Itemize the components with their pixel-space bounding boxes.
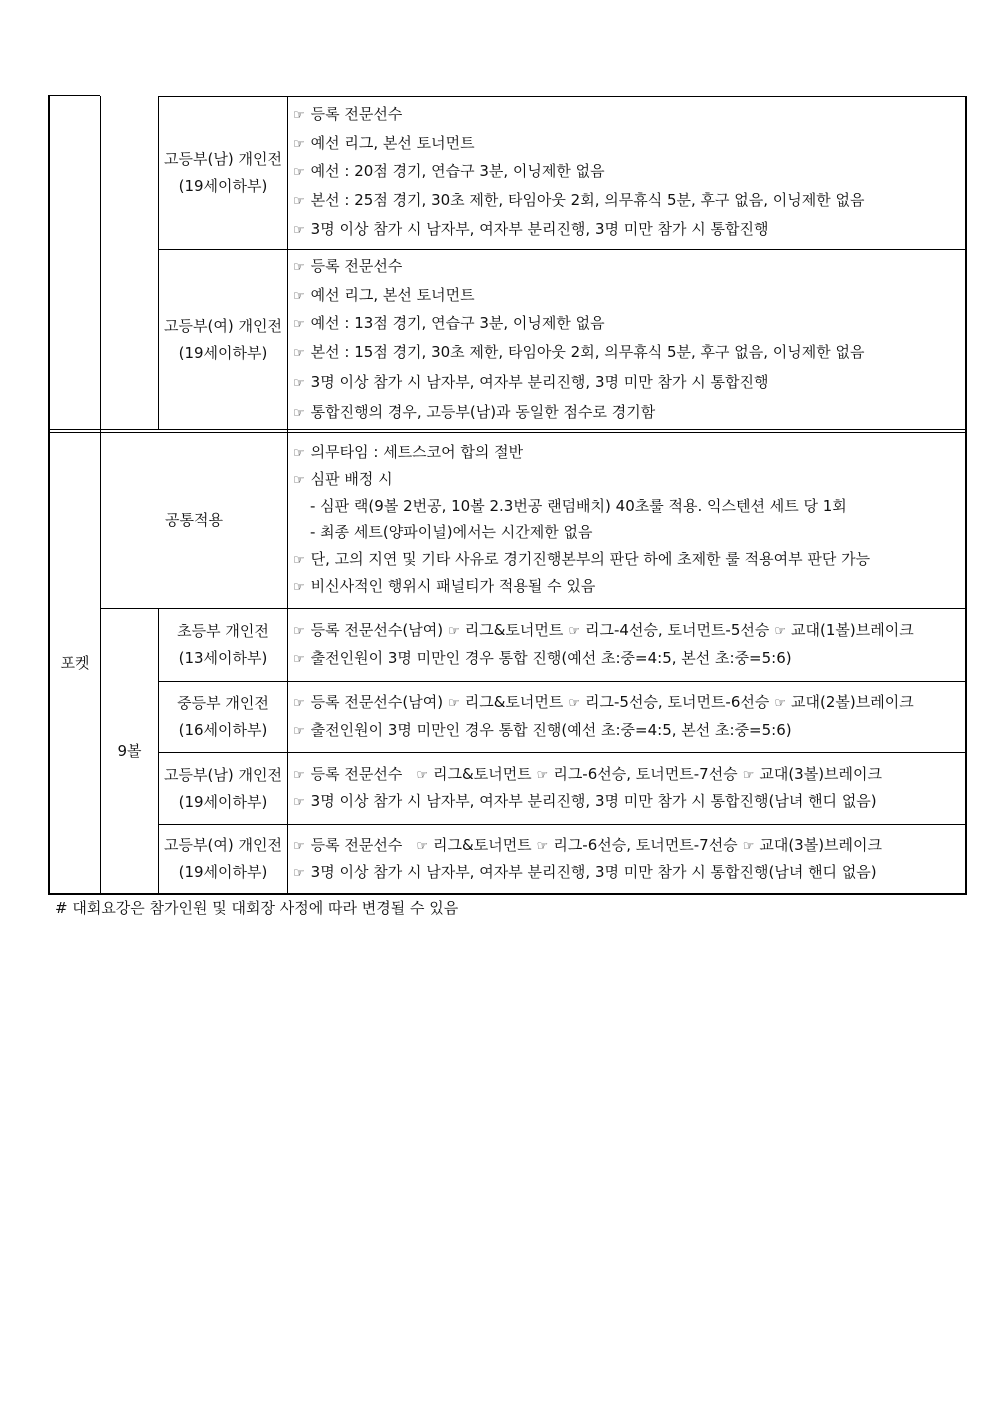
rule-line: ☞ 예선 리그, 본선 토너먼트 [293, 133, 475, 155]
division-cell-high-girls-9ball [159, 825, 287, 893]
division-age: (19세이하부) [178, 792, 268, 811]
pointing-hand-icon: ☞ [293, 289, 305, 304]
pointing-hand-icon: ☞ [293, 446, 305, 461]
pointing-hand-icon: ☞ [293, 223, 305, 238]
rule-line: ☞ 예선 : 20점 경기, 연습구 3분, 이닝제한 없음 [293, 161, 605, 183]
nine-ball-label: 9볼 [117, 741, 142, 760]
rule-line: ☞ 등록 전문선수 [293, 256, 402, 278]
pointing-hand-icon: ☞ [293, 473, 305, 488]
rule-line: ☞ 심판 배정 시 [293, 469, 393, 491]
rule-line: ☞ 출전인원이 3명 미만인 경우 통합 진행(예선 초:중=4:5, 본선 초:중=5:6) [293, 648, 792, 670]
division-cell-high-boys-9ball [159, 753, 287, 824]
pointing-hand-icon: ☞ [293, 137, 305, 152]
division-name: 고등부(여) 개인전 [164, 316, 282, 335]
pointing-hand-icon: ☞ [293, 866, 305, 881]
pointing-hand-icon: ☞ [774, 624, 787, 639]
pointing-hand-icon: ☞ [293, 260, 305, 275]
pointing-hand-icon: ☞ [293, 346, 305, 361]
pointing-hand-icon: ☞ [536, 768, 549, 783]
rule-line: ☞ 통합진행의 경우, 고등부(남)과 동일한 점수로 경기함 [293, 402, 655, 424]
division-cell-high-girls [159, 250, 287, 429]
rule-line: ☞ 등록 전문선수 ☞ 리그&토너먼트 ☞ 리그-6선승, 토너먼트-7선승 ☞ 교대(3볼)브레이크 [293, 835, 882, 857]
pointing-hand-icon: ☞ [536, 839, 549, 854]
division-name: 초등부 개인전 [177, 622, 269, 640]
rule-line: ☞ 의무타임 : 세트스코어 합의 절반 [293, 442, 523, 464]
pointing-hand-icon: ☞ [293, 165, 305, 180]
rule-line: ☞ 예선 : 13점 경기, 연습구 3분, 이닝제한 없음 [293, 313, 605, 335]
pointing-hand-icon: ☞ [293, 724, 305, 739]
pointing-hand-icon: ☞ [293, 839, 305, 854]
rule-line: ☞ 본선 : 25점 경기, 30초 제한, 타임아웃 2회, 의무휴식 5분, 후구 없음, 이닝제한 없음 [293, 190, 865, 212]
pointing-hand-icon: ☞ [293, 406, 305, 421]
division-age: (19세이하부) [178, 343, 268, 362]
pointing-hand-icon: ☞ [293, 580, 305, 595]
pointing-hand-icon: ☞ [568, 696, 581, 711]
pointing-hand-icon: ☞ [293, 795, 305, 810]
division-name: 중등부 개인전 [177, 694, 269, 712]
rule-line: ☞ 본선 : 15점 경기, 30초 제한, 타임아웃 2회, 의무휴식 5분, 후구 없음, 이닝제한 없음 [293, 342, 865, 364]
pointing-hand-icon: ☞ [293, 108, 305, 123]
rule-line: ☞ 등록 전문선수 [293, 104, 402, 126]
pointing-hand-icon: ☞ [416, 768, 429, 783]
pointing-hand-icon: ☞ [448, 624, 460, 639]
division-age: (19세이하부) [178, 863, 268, 881]
pointing-hand-icon: ☞ [293, 376, 305, 391]
pointing-hand-icon: ☞ [293, 317, 305, 332]
pointing-hand-icon: ☞ [293, 624, 305, 639]
division-name: 고등부(남) 개인전 [164, 150, 282, 168]
pointing-hand-icon: ☞ [293, 652, 305, 667]
division-age: (13세이하부) [178, 649, 268, 667]
rule-line: ☞ 단, 고의 지연 및 기타 사유로 경기진행본부의 판단 하에 초제한 룰 적용여부 판단 가능 [293, 549, 870, 571]
pocket-label: 포켓 [60, 653, 90, 672]
rule-line: ☞ 3명 이상 참가 시 남자부, 여자부 분리진행, 3명 미만 참가 시 통합진행 [293, 219, 768, 241]
pointing-hand-icon: ☞ [568, 624, 581, 639]
rule-line: ☞ 3명 이상 참가 시 남자부, 여자부 분리진행, 3명 미만 참가 시 통합진행 [293, 372, 768, 394]
pointing-hand-icon: ☞ [774, 696, 787, 711]
rule-line: ☞ 예선 리그, 본선 토너먼트 [293, 285, 475, 307]
rule-line: ☞ 3명 이상 참가 시 남자부, 여자부 분리진행, 3명 미만 참가 시 통합진행(남녀 핸디 없음) [293, 862, 877, 884]
rule-subline: - 심판 랙(9볼 2번공, 10볼 2.3번공 랜덤배치) 40초룰 적용. 익스텐션 세트 당 1회 [310, 497, 847, 515]
division-name: 고등부(여) 개인전 [164, 836, 282, 854]
pointing-hand-icon: ☞ [742, 768, 755, 783]
rule-line: ☞ 출전인원이 3명 미만인 경우 통합 진행(예선 초:중=4:5, 본선 초:중=5:6) [293, 720, 792, 742]
rule-line: ☞ 등록 전문선수 ☞ 리그&토너먼트 ☞ 리그-6선승, 토너먼트-7선승 ☞ 교대(3볼)브레이크 [293, 764, 882, 786]
footnote: # 대회요강은 참가인원 및 대회장 사정에 따라 변경될 수 있음 [55, 899, 459, 917]
pointing-hand-icon: ☞ [293, 553, 305, 568]
division-cell-middle [159, 682, 287, 752]
pointing-hand-icon: ☞ [448, 696, 460, 711]
pointing-hand-icon: ☞ [416, 839, 429, 854]
rule-line: ☞ 등록 전문선수(남여) ☞ 리그&토너먼트 ☞ 리그-5선승, 토너먼트-6선승 ☞ 교대(2볼)브레이크 [293, 692, 914, 714]
division-age: (16세이하부) [178, 721, 268, 739]
pointing-hand-icon: ☞ [293, 768, 305, 783]
division-cell-elementary [159, 609, 287, 681]
rule-line: ☞ 3명 이상 참가 시 남자부, 여자부 분리진행, 3명 미만 참가 시 통합진행(남녀 핸디 없음) [293, 791, 877, 813]
common-rules-label: 공통적용 [165, 511, 223, 529]
rule-line: ☞ 등록 전문선수(남여) ☞ 리그&토너먼트 ☞ 리그-4선승, 토너먼트-5선승 ☞ 교대(1볼)브레이크 [293, 620, 914, 642]
division-cell-high-boys [159, 97, 287, 249]
division-name: 고등부(남) 개인전 [164, 765, 282, 784]
pointing-hand-icon: ☞ [742, 839, 755, 854]
pointing-hand-icon: ☞ [293, 194, 305, 209]
rule-subline: - 최종 세트(양파이널)에서는 시간제한 없음 [310, 523, 593, 541]
pointing-hand-icon: ☞ [293, 696, 305, 711]
rule-line: ☞ 비신사적인 행위시 패널티가 적용될 수 있음 [293, 576, 595, 598]
division-age: (19세이하부) [178, 177, 268, 195]
